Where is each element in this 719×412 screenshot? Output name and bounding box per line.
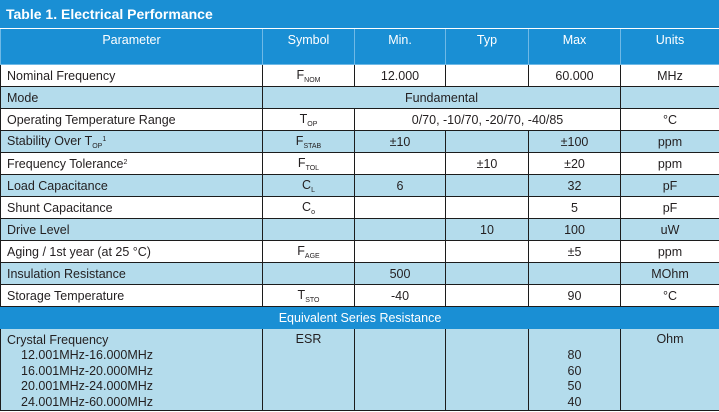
symbol-cell: $F_{AGE}$ <box>263 241 355 263</box>
esr-value: 40 <box>567 394 582 409</box>
param-cell: Operating Temperature Range <box>1 109 263 131</box>
esr-min <box>355 329 446 411</box>
min-cell <box>355 219 446 241</box>
symbol-cell: $F_{NOM}$ <box>263 65 355 87</box>
esr-value: 60 <box>567 363 582 378</box>
max-cell: ±100 <box>529 131 621 153</box>
table-row <box>1 87 719 109</box>
typ-cell <box>446 175 529 197</box>
electrical-performance-table <box>0 29 719 411</box>
table-row <box>1 65 719 87</box>
table-row <box>1 109 719 131</box>
table-row <box>1 219 719 241</box>
table-row <box>1 263 719 285</box>
param-cell: Aging / 1st year (at 25 °C) <box>1 241 263 263</box>
units-cell: MOhm <box>621 263 719 285</box>
table-row <box>1 153 719 175</box>
max-cell: 5 <box>529 197 621 219</box>
param-cell: Mode <box>1 87 263 109</box>
typ-cell <box>446 285 529 307</box>
typ-cell <box>446 263 529 285</box>
esr-value: 50 <box>567 379 582 393</box>
esr-range: 16.001MHz-20.000MHz <box>21 363 154 378</box>
units-cell: ppm <box>621 241 719 263</box>
param-cell: Frequency Tolerance$^2$ <box>1 153 263 175</box>
span-cell: 0/70, -10/70, -20/70, -40/85 <box>355 109 621 131</box>
header-parameter: Parameter <box>1 29 263 65</box>
units-cell <box>621 87 719 109</box>
min-cell: -40 <box>355 285 446 307</box>
typ-cell <box>446 241 529 263</box>
header-max: Max <box>529 29 621 65</box>
esr-frequency-list <box>1 329 263 411</box>
units-cell: °C <box>621 109 719 131</box>
units-cell: ppm <box>621 153 719 175</box>
param-cell: Storage Temperature <box>1 285 263 307</box>
symbol-cell: $C_o$ <box>263 197 355 219</box>
min-cell: 6 <box>355 175 446 197</box>
param-cell: Nominal Frequency <box>1 65 263 87</box>
typ-cell: ±10 <box>446 153 529 175</box>
units-cell: MHz <box>621 65 719 87</box>
param-cell: Drive Level <box>1 219 263 241</box>
units-cell: pF <box>621 175 719 197</box>
esr-values <box>529 329 621 411</box>
table-row <box>1 241 719 263</box>
header-typ: Typ <box>446 29 529 65</box>
units-cell: uW <box>621 219 719 241</box>
table-row <box>1 131 719 153</box>
param-cell: Shunt Capacitance <box>1 197 263 219</box>
esr-range: 12.001MHz-16.000MHz <box>21 348 154 362</box>
esr-section-header <box>1 307 719 329</box>
typ-cell: 10 <box>446 219 529 241</box>
esr-range: 20.001MHz-24.000MHz <box>21 379 154 393</box>
symbol-cell: $T_{STO}$ <box>263 285 355 307</box>
typ-cell <box>446 131 529 153</box>
table-title: Table 1. Electrical Performance <box>0 0 719 29</box>
table-row <box>1 285 719 307</box>
min-cell: 12.000 <box>355 65 446 87</box>
esr-symbol: ESR <box>263 329 355 411</box>
max-cell: 60.000 <box>529 65 621 87</box>
symbol-cell: $F_{TOL}$ <box>263 153 355 175</box>
min-cell: 500 <box>355 263 446 285</box>
max-cell <box>529 263 621 285</box>
symbol-cell: $C_L$ <box>263 175 355 197</box>
header-symbol: Symbol <box>263 29 355 65</box>
symbol-cell: $F_{STAB}$ <box>263 131 355 153</box>
units-cell: pF <box>621 197 719 219</box>
min-cell <box>355 241 446 263</box>
max-cell: 100 <box>529 219 621 241</box>
min-cell <box>355 153 446 175</box>
units-cell: ppm <box>621 131 719 153</box>
esr-units: Ohm <box>621 329 719 411</box>
header-row <box>1 29 719 65</box>
esr-section-title: Equivalent Series Resistance <box>1 307 719 329</box>
esr-value: 80 <box>567 348 582 362</box>
param-cell: Stability Over $T_{OP}^1$ <box>1 131 263 153</box>
max-cell: ±20 <box>529 153 621 175</box>
param-cell: Load Capacitance <box>1 175 263 197</box>
max-cell: 32 <box>529 175 621 197</box>
header-units: Units <box>621 29 719 65</box>
esr-param-head: Crystal Frequency <box>7 333 109 347</box>
symbol-cell: $T_{OP}$ <box>263 109 355 131</box>
table-row <box>1 175 719 197</box>
param-cell: Insulation Resistance <box>1 263 263 285</box>
span-cell: Fundamental <box>263 87 621 109</box>
min-cell <box>355 197 446 219</box>
esr-row <box>1 329 719 411</box>
table-row <box>1 197 719 219</box>
typ-cell <box>446 65 529 87</box>
symbol-cell <box>263 263 355 285</box>
esr-range: 24.001MHz-60.000MHz <box>21 394 154 409</box>
min-cell: ±10 <box>355 131 446 153</box>
symbol-cell <box>263 219 355 241</box>
max-cell: ±5 <box>529 241 621 263</box>
header-min: Min. <box>355 29 446 65</box>
max-cell: 90 <box>529 285 621 307</box>
units-cell: °C <box>621 285 719 307</box>
esr-typ <box>446 329 529 411</box>
typ-cell <box>446 197 529 219</box>
